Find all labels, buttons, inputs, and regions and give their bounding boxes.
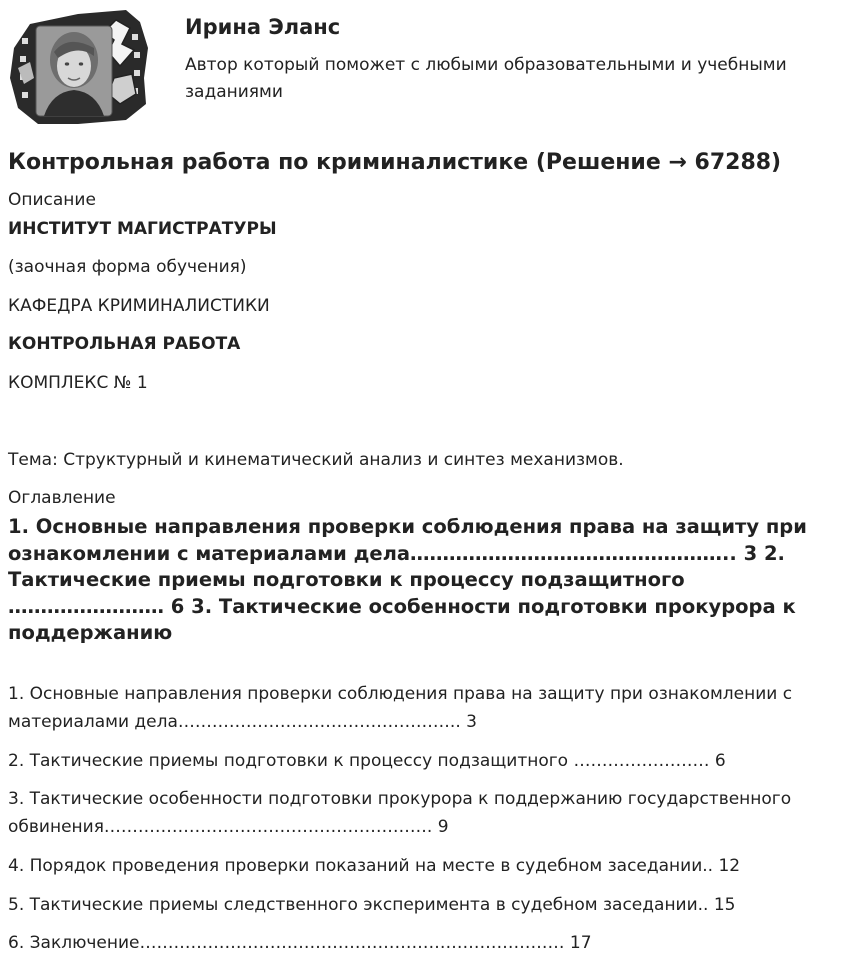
toc-item: 6. Заключение………………………………………………………………… 17 — [8, 933, 592, 953]
toc-item: 2. Тактические приемы подготовки к процессу подзащитного …………………… 6 — [8, 751, 726, 771]
author-card — [8, 8, 838, 128]
study-form-line: (заочная форма обучения) — [8, 257, 247, 277]
toc-heading: 1. Основные направления проверки соблюдения права на защиту при ознакомлении с материалами дела………………………………………….. 3 2. Тактические приемы подготовки к процессу подзащитного …………………… 6 3. Тактические особенности подготовки прокурора к поддержанию — [8, 515, 807, 644]
toc-item: 3. Тактические особенности подготовки прокурора к поддержанию государственного обвинения…………………………………………………. 9 — [8, 789, 792, 837]
toc-item: 5. Тактические приемы следственного эксперимента в судебном заседании.. 15 — [8, 895, 736, 915]
description-label: Описание — [8, 190, 96, 210]
author-avatar[interactable] — [8, 8, 150, 126]
author-name[interactable]: Ирина Эланс — [185, 15, 341, 39]
institute-line: ИНСТИТУТ МАГИСТРАТУРЫ — [8, 219, 277, 239]
topic-line: Тема: Структурный и кинематический анализ и синтез механизмов. — [8, 450, 624, 470]
toc-item: 4. Порядок проведения проверки показаний на месте в судебном заседании.. 12 — [8, 856, 741, 876]
toc-label: Оглавление — [8, 488, 116, 508]
complex-line: КОМПЛЕКС № 1 — [8, 373, 148, 393]
toc-item: 1. Основные направления проверки соблюдения права на защиту при ознакомлении с материалами дела………………………………………….. 3 — [8, 684, 793, 732]
author-description: Автор который поможет с любыми образовательными и учебными заданиями — [185, 55, 787, 102]
portrait-photo — [36, 26, 112, 116]
department-line: КАФЕДРА КРИМИНАЛИСТИКИ — [8, 296, 270, 316]
work-type-line: КОНТРОЛЬНАЯ РАБОТА — [8, 334, 241, 354]
document-title: Контрольная работа по криминалистике (Решение → 67288) — [8, 150, 782, 175]
